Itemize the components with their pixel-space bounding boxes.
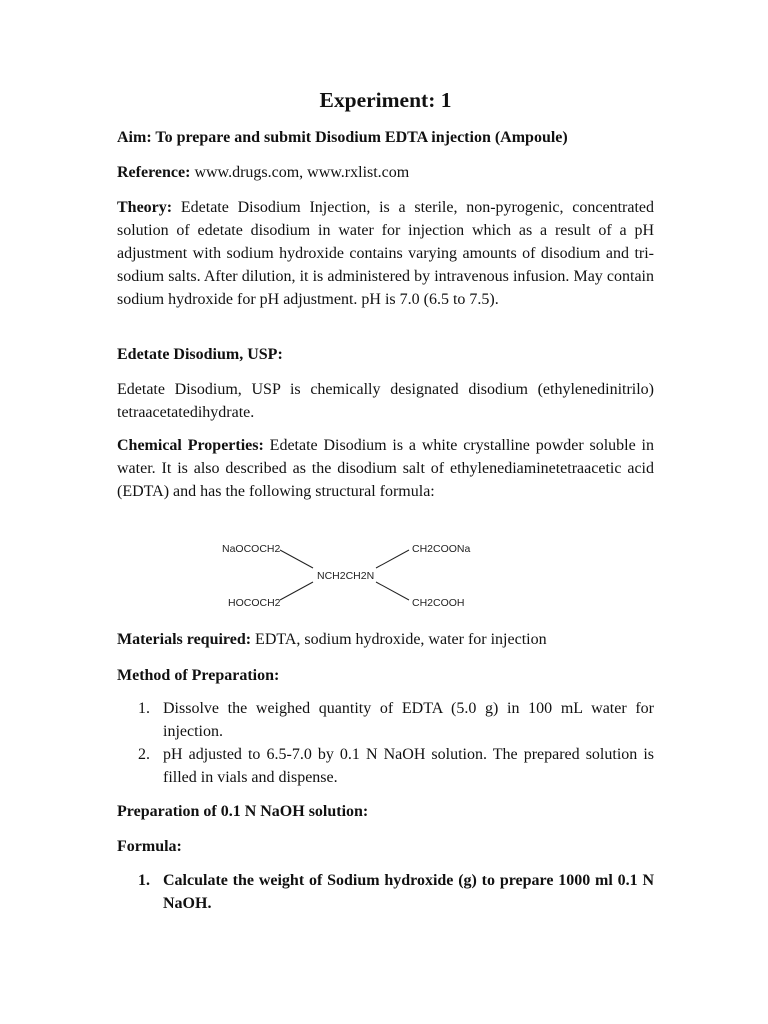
method-heading-text: Method of Preparation: [117,667,280,684]
reference-line [117,161,654,184]
structure-center-label: NCH2CH2N [317,570,375,582]
list-item-number: 2. [138,746,150,763]
list-item [117,869,654,915]
bond-line-top-left [280,550,313,568]
list-item [117,697,654,743]
list-item [117,743,654,789]
usp-paragraph: Edetate Disodium, USP is chemically designated disodium (ethylenedinitrilo) tetraacetatedihydrate. [117,381,654,421]
formula-heading-text: Formula: [117,838,182,855]
bond-line-top-right [376,550,409,568]
formula-steps-list [117,869,654,915]
aim-line [117,126,654,149]
reference-label: Reference: [117,164,191,181]
list-item-text: Calculate the weight of Sodium hydroxide (g) to prepare 1000 ml 0.1 N NaOH. [163,872,654,912]
structure-bottom-left-label: HOCOCH2 [228,597,281,609]
chemical-properties-paragraph [117,434,654,503]
materials-line [117,628,654,651]
usp-heading [117,343,654,366]
bond-line-bottom-left [280,582,313,600]
method-heading [117,664,654,687]
reference-text: www.drugs.com, www.rxlist.com [194,164,410,181]
materials-text: EDTA, sodium hydroxide, water for injection [255,631,547,648]
theory-label: Theory: [117,199,173,216]
list-item-number: 1. [138,872,150,889]
structure-top-right-label: CH2COONa [412,543,471,555]
naoh-heading [117,800,654,823]
structure-bottom-right-label: CH2COOH [412,597,465,609]
chemical-properties-text: Edetate Disodium is a white crystalline powder soluble in water. It is also described as the disodium salt of ethylenediaminetetraacetic acid (EDTA) and has the following structural formula: [117,437,655,500]
theory-text: Edetate Disodium Injection, is a sterile, non-pyrogenic, concentrated solution of edetate disodium in water for injection which as a result of a pH adjustment with sodium hydroxide contains varying amounts of disodium and tri-sodium salts. After dilution, it is administered by intravenous infusion. May contain sodium hydroxide for pH adjustment. pH is 7.0 (6.5 to 7.5). [117,199,655,308]
theory-paragraph [117,196,654,311]
list-item-text: pH adjusted to 6.5-7.0 by 0.1 N NaOH solution. The prepared solution is filled in vials and dispense. [163,746,654,786]
method-steps-list [117,697,654,789]
naoh-heading-text: Preparation of 0.1 N NaOH solution: [117,803,369,820]
materials-label: Materials required: [117,631,252,648]
aim-text: Aim: To prepare and submit Disodium EDTA injection (Ampoule) [117,129,568,146]
page-title: Experiment: 1 [319,88,452,112]
list-item-text: Dissolve the weighed quantity of EDTA (5.0 g) in 100 mL water for injection. [163,700,654,740]
structure-top-left-label: NaOCOCH2 [222,543,281,555]
edta-structural-formula [220,538,471,612]
bond-line-bottom-right [376,582,409,600]
formula-heading [117,835,654,858]
usp-heading-text: Edetate Disodium, USP: [117,346,283,363]
chemical-properties-label: Chemical Properties: [117,437,264,454]
list-item-number: 1. [138,700,150,717]
